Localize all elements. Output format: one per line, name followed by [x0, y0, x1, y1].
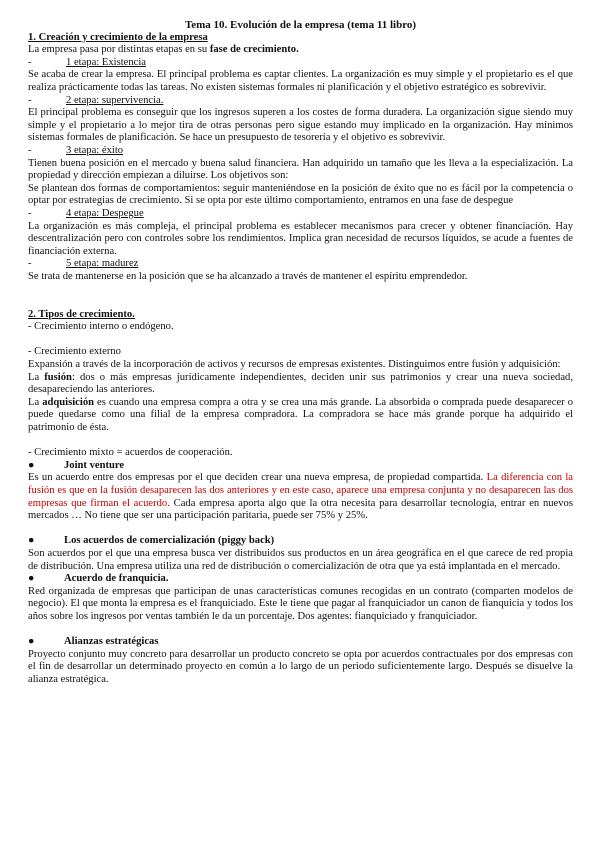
stage-5-text: Se trata de mantenerse en la posición que se ha alcanzado a través de mantener el espíritu emprendedor.	[28, 270, 468, 282]
stage-name: 2 etapa: supervivencia.	[66, 94, 164, 106]
intro-bold-text: fase de crecimiento.	[209, 44, 299, 56]
section-2-heading: 2. Tipos de crecimiento.	[28, 308, 135, 320]
bullet-alliances	[28, 636, 573, 649]
dash-marker: -	[28, 258, 32, 270]
bullet-title: Los acuerdos de comercialización (piggy back)	[64, 535, 275, 547]
document-page	[28, 19, 573, 686]
bullet-dot-icon: ●	[28, 535, 35, 547]
intro-text: La empresa pasa por distintas etapas en su	[28, 44, 210, 56]
external-growth: - Crecimiento externo	[28, 346, 121, 358]
bullet-joint-venture	[28, 460, 573, 473]
stage-3-text: Tienen buena posición en el mercado y buena salud financiera. Han adquirido un tamaño que les lleva a la especialización. La propiedad y dirección empiezan a diluirse. Los objetivos son:	[28, 157, 573, 182]
fusion-pre: La	[28, 371, 45, 383]
stage-name: 3 etapa: éxito	[66, 144, 124, 156]
mixed-growth: - Crecimiento mixto = acuerdos de cooperación.	[28, 447, 233, 459]
stage-1-heading	[28, 57, 573, 70]
bullet-title: Joint venture	[64, 459, 125, 471]
acquisition-definition	[28, 397, 573, 435]
joint-venture-text	[28, 472, 573, 522]
external-growth-text: Expansión a través de la incorporación de activos y recursos de empresas existentes. Distinguimos entre fusión y adquisición:	[28, 359, 561, 371]
dash-marker: -	[28, 207, 32, 219]
document-title: Tema 10. Evolución de la empresa (tema 11 libro)	[184, 19, 417, 31]
stage-2-text: El principal problema es conseguir que los ingresos superen a los costes de forma duradera. La organización sigue siendo muy simple y el propietario a lo mejor tira de otras personas pero sigue estando muy implicado en la organización. Hay mínimos sistemas formales de planificación. Se hace un presupuesto de tesorería y el objetivo es sobrevivir.	[28, 107, 573, 144]
internal-growth: - Crecimiento interno o endógeno.	[28, 321, 174, 333]
stage-name: 1 etapa: Existencia	[66, 56, 147, 68]
stage-3-heading	[28, 145, 573, 158]
franchise-text: Red organizada de empresas que participan de unas características comunes recogidas en un contrato (comparten modelos de negocio). El que monta la empresa es el franquiciado. Este le tiene que pagar al franquiciador un canon de fianquicia y todos los años sobre los ingresos por ventas también le da un porcentaje. Dos agentes: fianquiciado y franquiciador.	[28, 585, 573, 622]
stage-1-text: Se acaba de crear la empresa. El principal problema es captar clientes. La organización es muy simple y el propietario es el que realiza prácticamente todas las tareas. No existen sistemas formales ni planificación y el objetivo estratégico es sobrevivir.	[28, 69, 573, 93]
joint-venture-text-b: Cada empresa aporta algo que la otra necesita para desarrollar tecnología, entrar en nuevos mercados … No tiene que ser una participación paritaria, puede ser 75% y 25%.	[28, 497, 573, 522]
fusion-term: fusión	[44, 371, 72, 383]
spacer	[28, 334, 573, 347]
bullet-dot-icon: ●	[28, 459, 35, 471]
spacer	[28, 296, 573, 309]
acquisition-text: es cuando una empresa compra a otra y se crea una más grande. La absorbida o comprada puede desaparecer o puede quedarse como una filial de la empresa compradora. La compradora se hace más grande porque ha adquirido el patrimonio de ésta.	[28, 396, 573, 433]
dash-marker: -	[28, 94, 32, 106]
alliances-text: Proyecto conjunto muy concreto para desarrollar un producto concreto se opta por acuerdos contractuales por dos empresas con el fin de desarrollar un determinado proyecto en común a lo largo de un periodo suficientemente largo. Después se disuelve la alianza estratégica.	[28, 648, 573, 685]
spacer	[28, 435, 573, 448]
stage-5-heading	[28, 258, 573, 271]
stage-name: 4 etapa: Despegue	[66, 207, 144, 219]
fusion-definition	[28, 372, 573, 397]
bullet-franchise	[28, 573, 573, 586]
stage-name: 5 etapa: madurez	[66, 258, 139, 270]
dash-marker: -	[28, 56, 32, 68]
stage-3-text-2: Se plantean dos formas de comportamientos: seguir manteniéndose en la posición de éxito que no es fácil por la competencia o optar por estrategias de crecimiento. Si se opta por este último comportamiento, entramos en una fase de despegue	[28, 182, 573, 207]
bullet-dot-icon: ●	[28, 573, 35, 585]
dash-marker: -	[28, 144, 32, 156]
acquisition-term: adquisición	[42, 396, 95, 408]
acquisition-pre: La	[28, 396, 43, 408]
spacer	[28, 523, 573, 536]
bullet-title: Alianzas estratégicas	[64, 636, 159, 648]
joint-venture-text-a: Es un acuerdo entre dos empresas por el que deciden crear una nueva empresa, de propiedad compartida.	[28, 472, 487, 484]
stage-2-heading	[28, 95, 573, 108]
section-1-intro	[28, 44, 573, 57]
bullet-piggy-back	[28, 535, 573, 548]
spacer	[28, 624, 573, 637]
joint-venture-highlight: La diferencia con la fusión es que en la fusión desaparecen las dos anteriores y en este caso, aparece una empresa conjunta y no desaparecen las dos empresas que firman el acuerdo.	[28, 472, 573, 509]
stage-4-text: La organización es más compleja, el principal problema es establecer mecanismos para crecer y obtener financiación. Hay descentralización pero con controles sobre los rendimientos. Implica gran necesidad de recursos líquidos, se acude a fuentes de financiación externa.	[28, 220, 573, 257]
fusion-text: : dos o más empresas jurídicamente independientes, deciden unir sus patrimonios y crear una nueva sociedad, desapareciendo las anteriores.	[28, 371, 573, 396]
section-1-heading: 1. Creación y crecimiento de la empresa	[28, 31, 208, 43]
piggy-back-text: Son acuerdos por el que una empresa busca ver distribuidos sus productos en un área geográfica en el que carece de red propia de distribución. Una empresa utiliza una red de distribución o comercialización de otra que ya está implantada en el mercado.	[28, 547, 573, 572]
stage-4-heading	[28, 208, 573, 221]
spacer	[28, 283, 573, 296]
bullet-title: Acuerdo de franquicia.	[64, 573, 169, 585]
bullet-dot-icon: ●	[28, 636, 35, 648]
